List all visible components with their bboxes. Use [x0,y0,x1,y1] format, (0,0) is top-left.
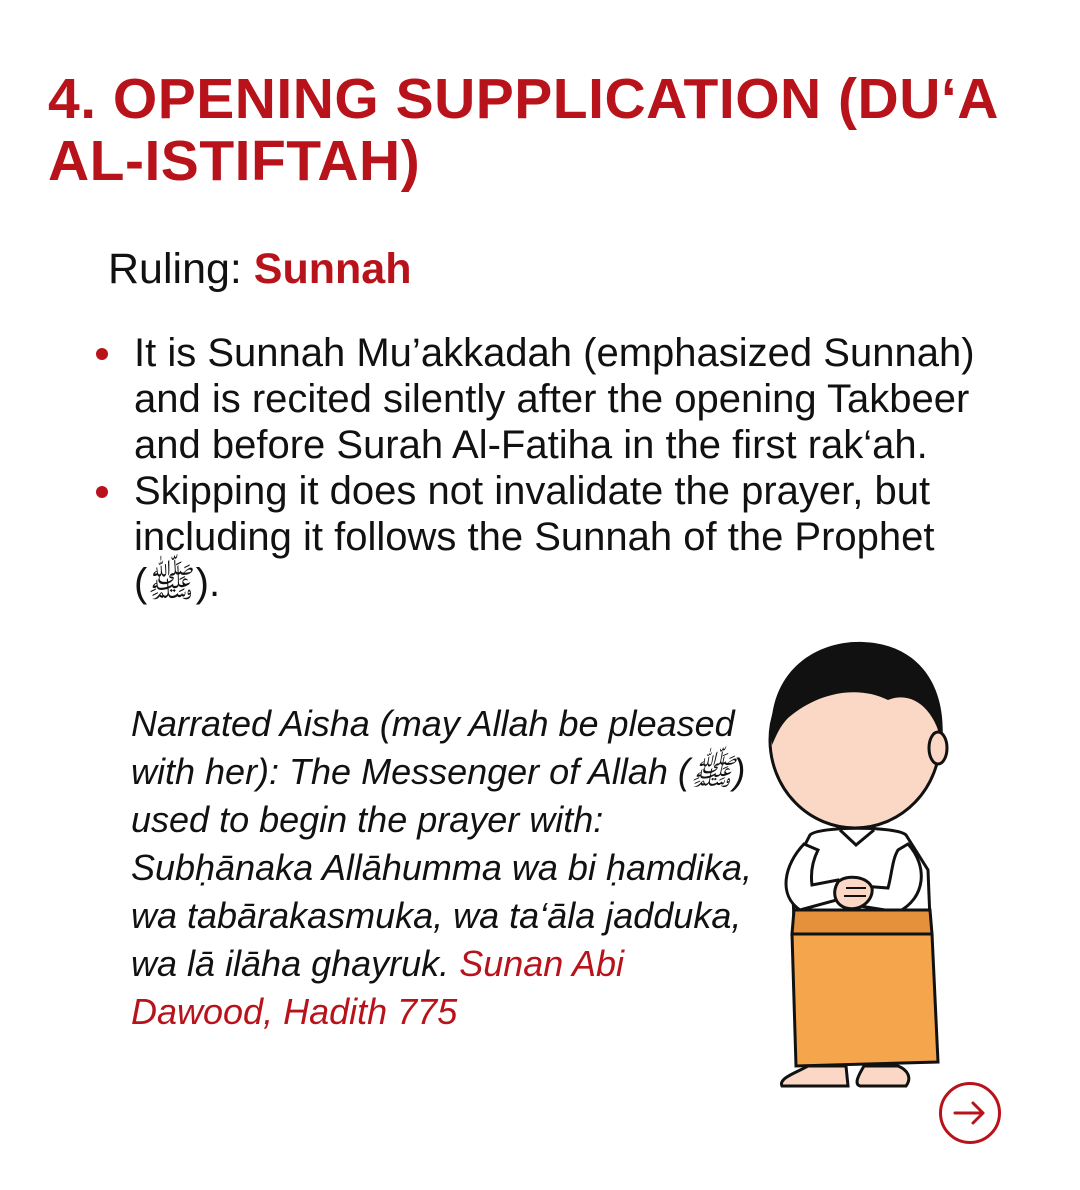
praying-man-illustration [748,630,968,1090]
bullet-item [96,468,996,606]
ruling-value: Sunnah [253,245,412,293]
arrow-right-circle-icon [952,1099,988,1127]
hadith-narration [131,700,761,1036]
bullet-item [96,330,996,468]
next-button[interactable] [939,1082,1001,1144]
page-title: 4. OPENING SUPPLICATION (DU‘A AL-ISTIFTAH) [48,67,997,193]
hadith-source: Sunan Abi Dawood, Hadith 775 [131,943,624,1032]
bullet-text: Skipping it does not invalidate the prayer, but including it follows the Sunnah of the Prophet (ﷺ). [134,469,935,605]
ruling-label: Ruling: [108,245,254,293]
bullet-dot-icon [96,486,108,498]
narration-text: Narrated Aisha (may Allah be pleased with her): The Messenger of Allah (ﷺ) used to begin the prayer with: Subḥānaka Allāhumma wa bi ḥamdika, wa tabārakasmuka, wa ta‘āla jadduka, wa lā ilāha ghayruk. [131,703,753,984]
bullet-list [96,330,996,606]
bullet-dot-icon [96,348,108,360]
ruling [108,242,411,296]
bullet-text: It is Sunnah Mu’akkadah (emphasized Sunnah) and is recited silently after the opening Takbeer and before Surah Al-Fatiha in the first rak‘ah. [134,331,975,467]
